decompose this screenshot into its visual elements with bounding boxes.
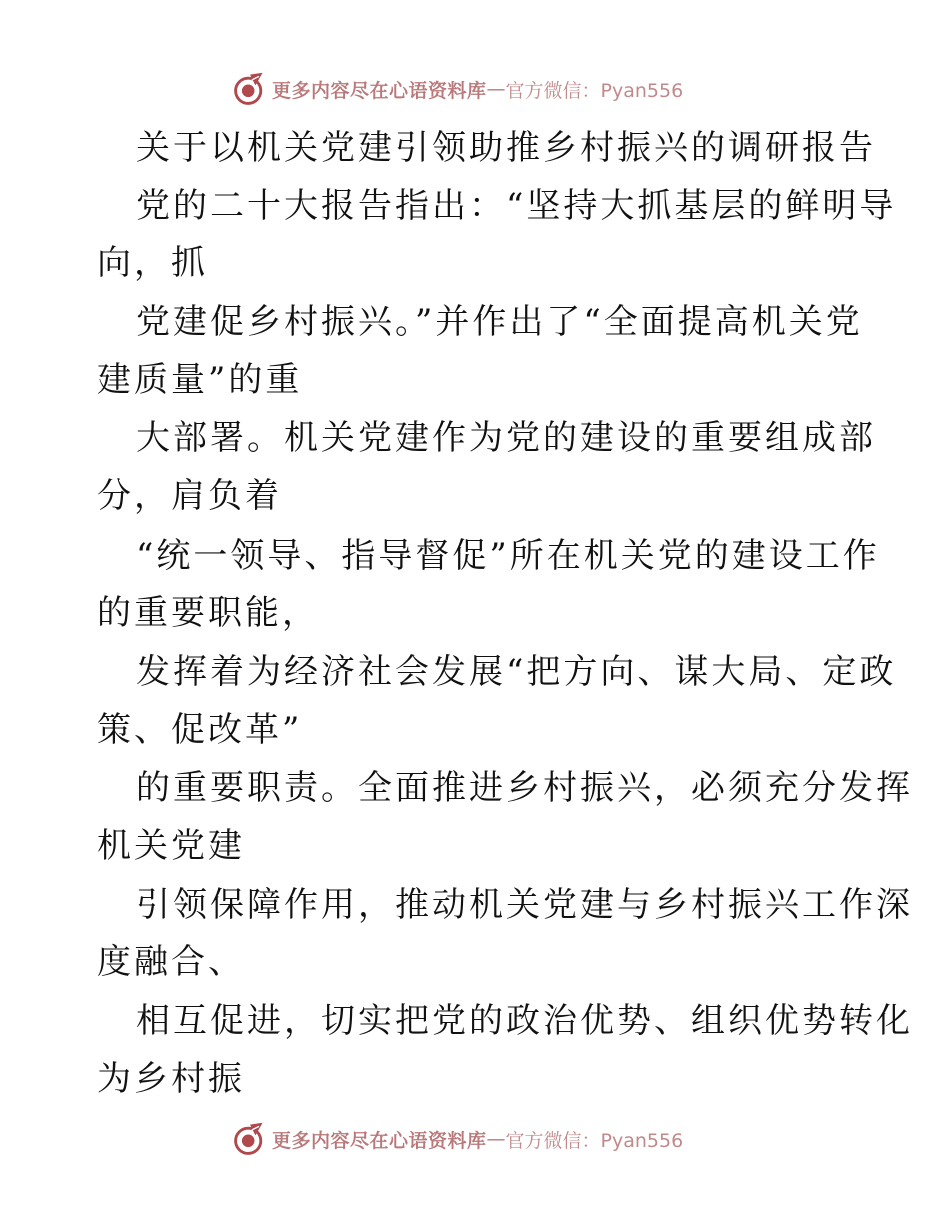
banner-text: 更多内容尽在心语资料库 [272, 79, 487, 102]
paragraph-line: 大部署。机关党建作为党的建设的重要组成部 [136, 418, 876, 458]
header-banner [232, 70, 732, 108]
banner-separator: — [486, 1128, 506, 1150]
paragraph-line: 为乡村振 [97, 1059, 245, 1099]
banner-contact: 官方微信：Pyan556 [505, 79, 684, 102]
paragraph-line: “统一领导、指导督促”所在机关党的建设工作 [136, 536, 880, 576]
footer-banner [232, 1120, 732, 1158]
banner-separator: — [486, 78, 506, 100]
paragraph-line: 向，抓 [97, 243, 208, 283]
document-title: 关于以机关党建引领助推乡村振兴的调研报告 [136, 128, 876, 168]
paragraph-line: 发挥着为经济社会发展“把方向、谋大局、定政 [136, 652, 897, 692]
banner-text: 更多内容尽在心语资料库 [272, 1129, 487, 1152]
pen-seal-logo-icon [232, 1121, 268, 1157]
paragraph-line: 度融合、 [97, 942, 245, 982]
paragraph-line: 的重要职能， [97, 593, 319, 633]
paragraph-line: 党建促乡村振兴。”并作出了“全面提高机关党 [136, 302, 863, 342]
paragraph-line: 党的二十大报告指出：“坚持大抓基层的鲜明导 [136, 186, 897, 226]
paragraph-line: 引领保障作用，推动机关党建与乡村振兴工作深 [136, 885, 913, 925]
pen-seal-logo-icon [232, 71, 268, 107]
banner-contact: 官方微信：Pyan556 [505, 1129, 684, 1152]
paragraph-line: 建质量”的重 [97, 360, 303, 400]
paragraph-line: 分，肩负着 [97, 476, 282, 516]
paragraph-line: 相互促进，切实把党的政治优势、组织优势转化 [136, 1001, 913, 1041]
paragraph-line: 策、促改革” [97, 710, 303, 750]
paragraph-line: 机关党建 [97, 826, 245, 866]
paragraph-line: 的重要职责。全面推进乡村振兴，必须充分发挥 [136, 768, 913, 808]
